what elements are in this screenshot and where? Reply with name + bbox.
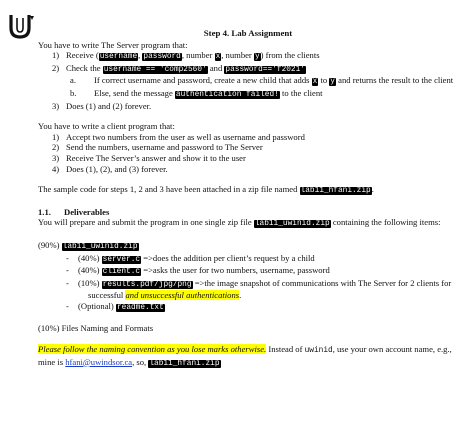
grading-item-readme: - (Optional) readme.txt — [66, 300, 164, 312]
client-intro: You have to write a client program that: — [38, 121, 175, 132]
grading-item-server: - (40%) server.c =>does the addition per client’s request by a child — [66, 252, 315, 264]
deliverables-text: You will prepare and submit the program in one single zip file lab11_uwinid.zip containing the following items: — [38, 217, 441, 229]
server-item-3: 3) Does (1) and (2) forever. — [52, 100, 152, 111]
university-logo-icon — [8, 13, 36, 39]
naming-convention-note: Please follow the naming convention as you lose marks otherwise. Instead of uwinid, use your own account name, e.g., mine is hfani@uwindsor.ca, so, lab11_hfani.zip — [38, 344, 452, 368]
email-link[interactable]: hfani@uwindsor.ca — [65, 356, 133, 367]
client-item-2: 2) Send the numbers, username and password to The Server — [52, 142, 263, 153]
grading-item-client: - (40%) client.c =>asks the user for two numbers, username, password — [66, 265, 330, 277]
server-intro: You have to write The Server program that: — [38, 39, 188, 50]
server-sub-a: a. If correct username and password, create a new child that adds x to y and returns the result to the client — [70, 75, 454, 87]
client-item-3: 3) Receive The Server’s answer and show it to the user — [52, 152, 246, 163]
server-sub-b: b. Else, send the message authentication failed! to the client — [70, 87, 323, 99]
deliverables-heading: 1.1. Deliverables — [38, 206, 110, 217]
grading-item-results: - (10%) results.pdf/jpg/png =>the image snapshot of communications with The Server for 2 clients for successful and unsuccessful authentications. — [66, 277, 452, 301]
page-title: Step 4. Lab Assignment — [203, 28, 293, 38]
sample-code-note: The sample code for steps 1, 2 and 3 have been attached in a zip file named lab11_hfani.zip. — [38, 184, 374, 196]
document-body — [38, 28, 458, 369]
server-item-2: 2) Check the username == 'comp2560' and password=='f2021' — [52, 62, 305, 74]
grading-naming: (10%) Files Naming and Formats — [38, 323, 154, 334]
grading-list — [38, 253, 458, 314]
client-item-1: 1) Accept two numbers from the user as well as username and password — [52, 131, 305, 142]
client-item-4: 4) Does (1), (2), and (3) forever. — [52, 163, 168, 174]
grading-main: (90%) lab11_uwinid.zip — [38, 239, 138, 251]
server-item-1: 1) Receive (username, password, number x, number y) from the clients — [52, 50, 320, 62]
